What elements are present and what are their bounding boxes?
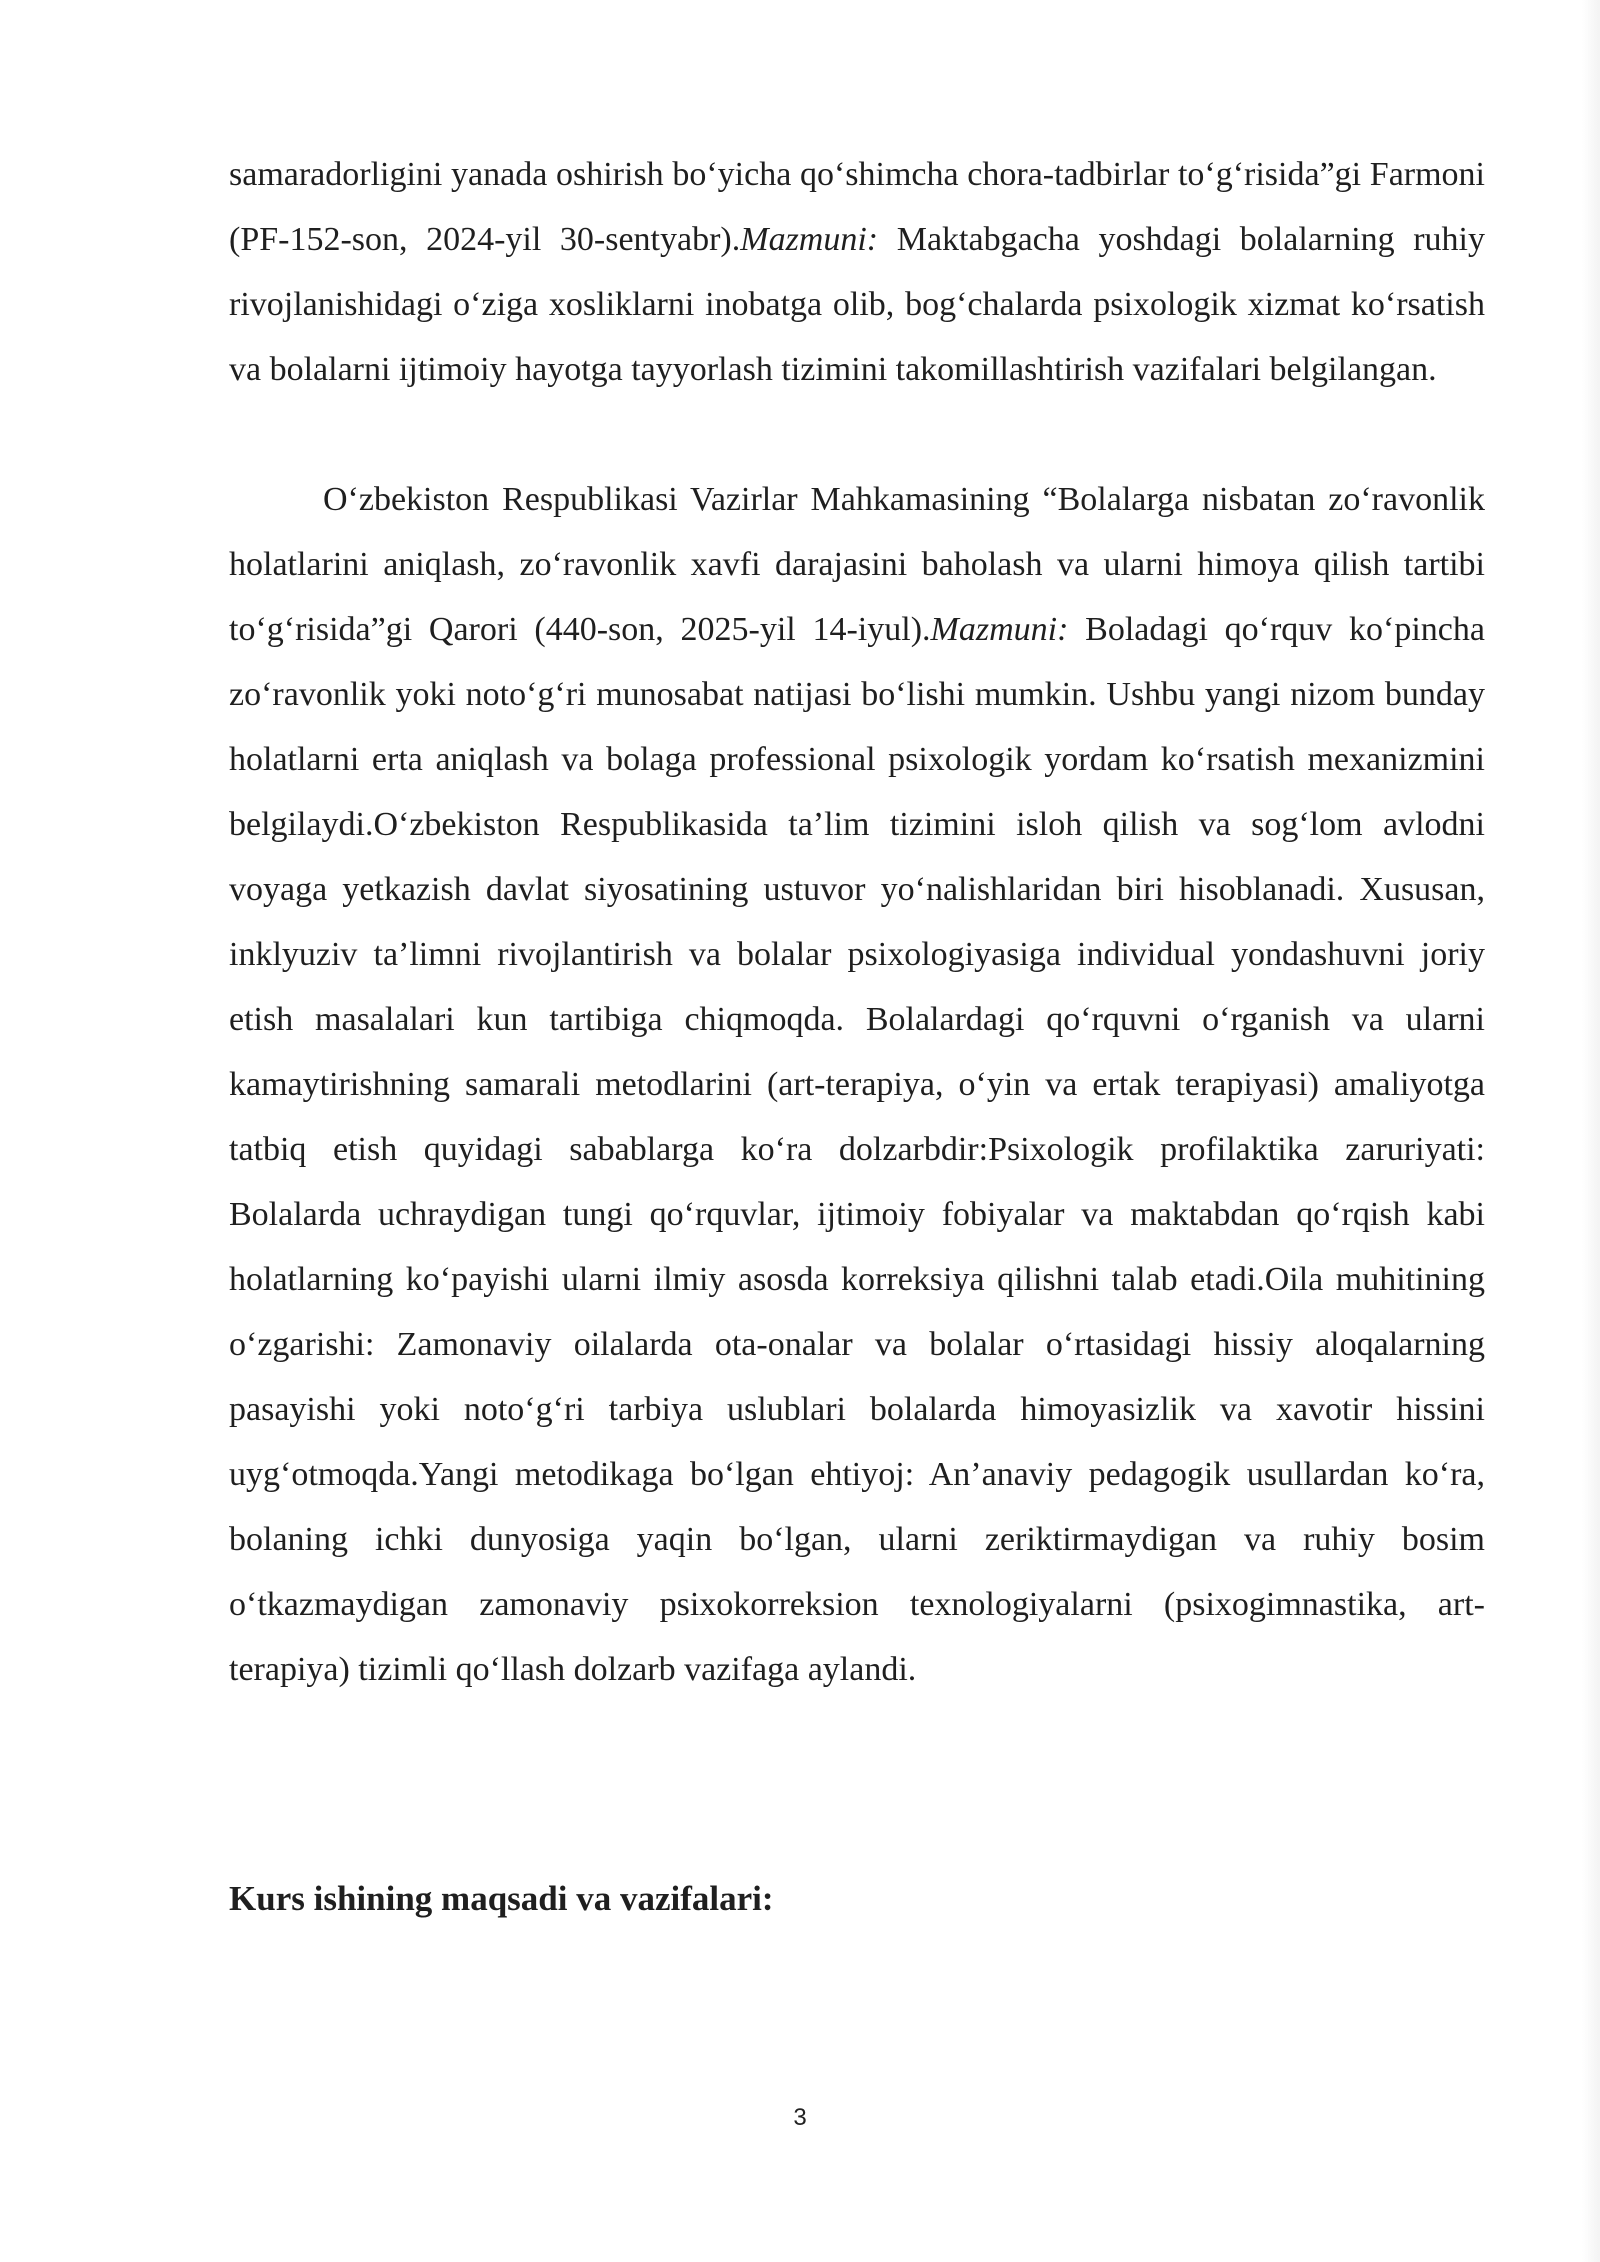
summary-label: Mazmuni:	[740, 221, 879, 258]
section-heading: Kurs ishining maqsadi va vazifalari:	[229, 1879, 774, 1918]
paragraph-text	[229, 142, 1485, 402]
paragraph-text	[229, 467, 1485, 1702]
paragraph-text-end: Boladagi qo‘rquv ko‘pincha zo‘ravonlik yoki noto‘g‘ri munosabat natijasi bo‘lishi mumkin. Ushbu yangi nizom bunday holatlarni erta aniqlash va bolaga professional psixologik yordam ko‘rsatish mexanizmini belgilaydi.O‘zbekiston Respublikasida ta’lim tizimini isloh qilish va sog‘lom avlodni voyaga yetkazish davlat siyosatining ustuvor yo‘nalishlaridan biri hisoblanadi. Xususan, inklyuziv ta’limni rivojlantirish va bolalar psixologiyasiga individual yondashuvni joriy etish masalalari kun tartibiga chiqmoqda. Bolalardagi qo‘rquvni o‘rganish va ularni kamaytirishning samarali metodlarini (art-terapiya, o‘yin va ertak terapiyasi) amaliyotga tatbiq etish quyidagi sabablarga ko‘ra dolzarbdir:Psixologik profilaktika zaruriyati: Bolalarda uchraydigan tungi qo‘rquvlar, ijtimoiy fobiyalar va maktabdan qo‘rqish kabi holatlarning ko‘payishi ularni ilmiy asosda korreksiya qilishni talab etadi.Oila muhitining o‘zgarishi: Zamonaviy oilalarda ota-onalar va bolalar o‘rtasidagi hissiy aloqalarning pasayishi yoki noto‘g‘ri tarbiya uslublari bolalarda himoyasizlik va xavotir hissini uyg‘otmoqda.Yangi metodikaga bo‘lgan ehtiyoj: An’anaviy pedagogik usullardan ko‘ra, bolaning ichki dunyosiga yaqin bo‘lgan, ularni zeriktirmaydigan va ruhiy bosim o‘tkazmaydigan zamonaviy psixokorreksion texnologiyalarni (psixogimnastika, art-terapiya) tizimli qo‘llash dolzarb vazifaga aylandi.	[229, 611, 1485, 1688]
summary-label: Mazmuni:	[930, 611, 1069, 648]
paragraph-text-start: samaradorligini yanada oshirish bo‘yicha qo‘shimcha chora-tadbirlar to‘g‘risida”gi Farmoni (PF-152-son, 2024-yil 30-sentyabr).	[229, 156, 1485, 258]
paragraph-text-end: Maktabgacha yoshdagi bolalarning ruhiy rivojlanishidagi o‘ziga xosliklarni inobatga olib, bog‘chalarda psixologik xizmat ko‘rsatish va bolalarni ijtimoiy hayotga tayyorlash tizimini takomillashtirish vazifalari belgilangan.	[229, 221, 1486, 388]
paragraph-decree-summary	[229, 142, 1485, 402]
paragraph-resolution-summary	[229, 467, 1485, 1702]
page-edge-shadow	[1582, 0, 1600, 2262]
paragraph-text-start: O‘zbekiston Respublikasi Vazirlar Mahkamasining “Bolalarga nisbatan zo‘ravonlik holatlarini aniqlash, zo‘ravonlik xavfi darajasini baholash va ularni himoya qilish tartibi to‘g‘risida”gi Qarori (440-son, 2025-yil 14-iyul).	[229, 481, 1485, 648]
page-number: 3	[793, 2104, 807, 2131]
